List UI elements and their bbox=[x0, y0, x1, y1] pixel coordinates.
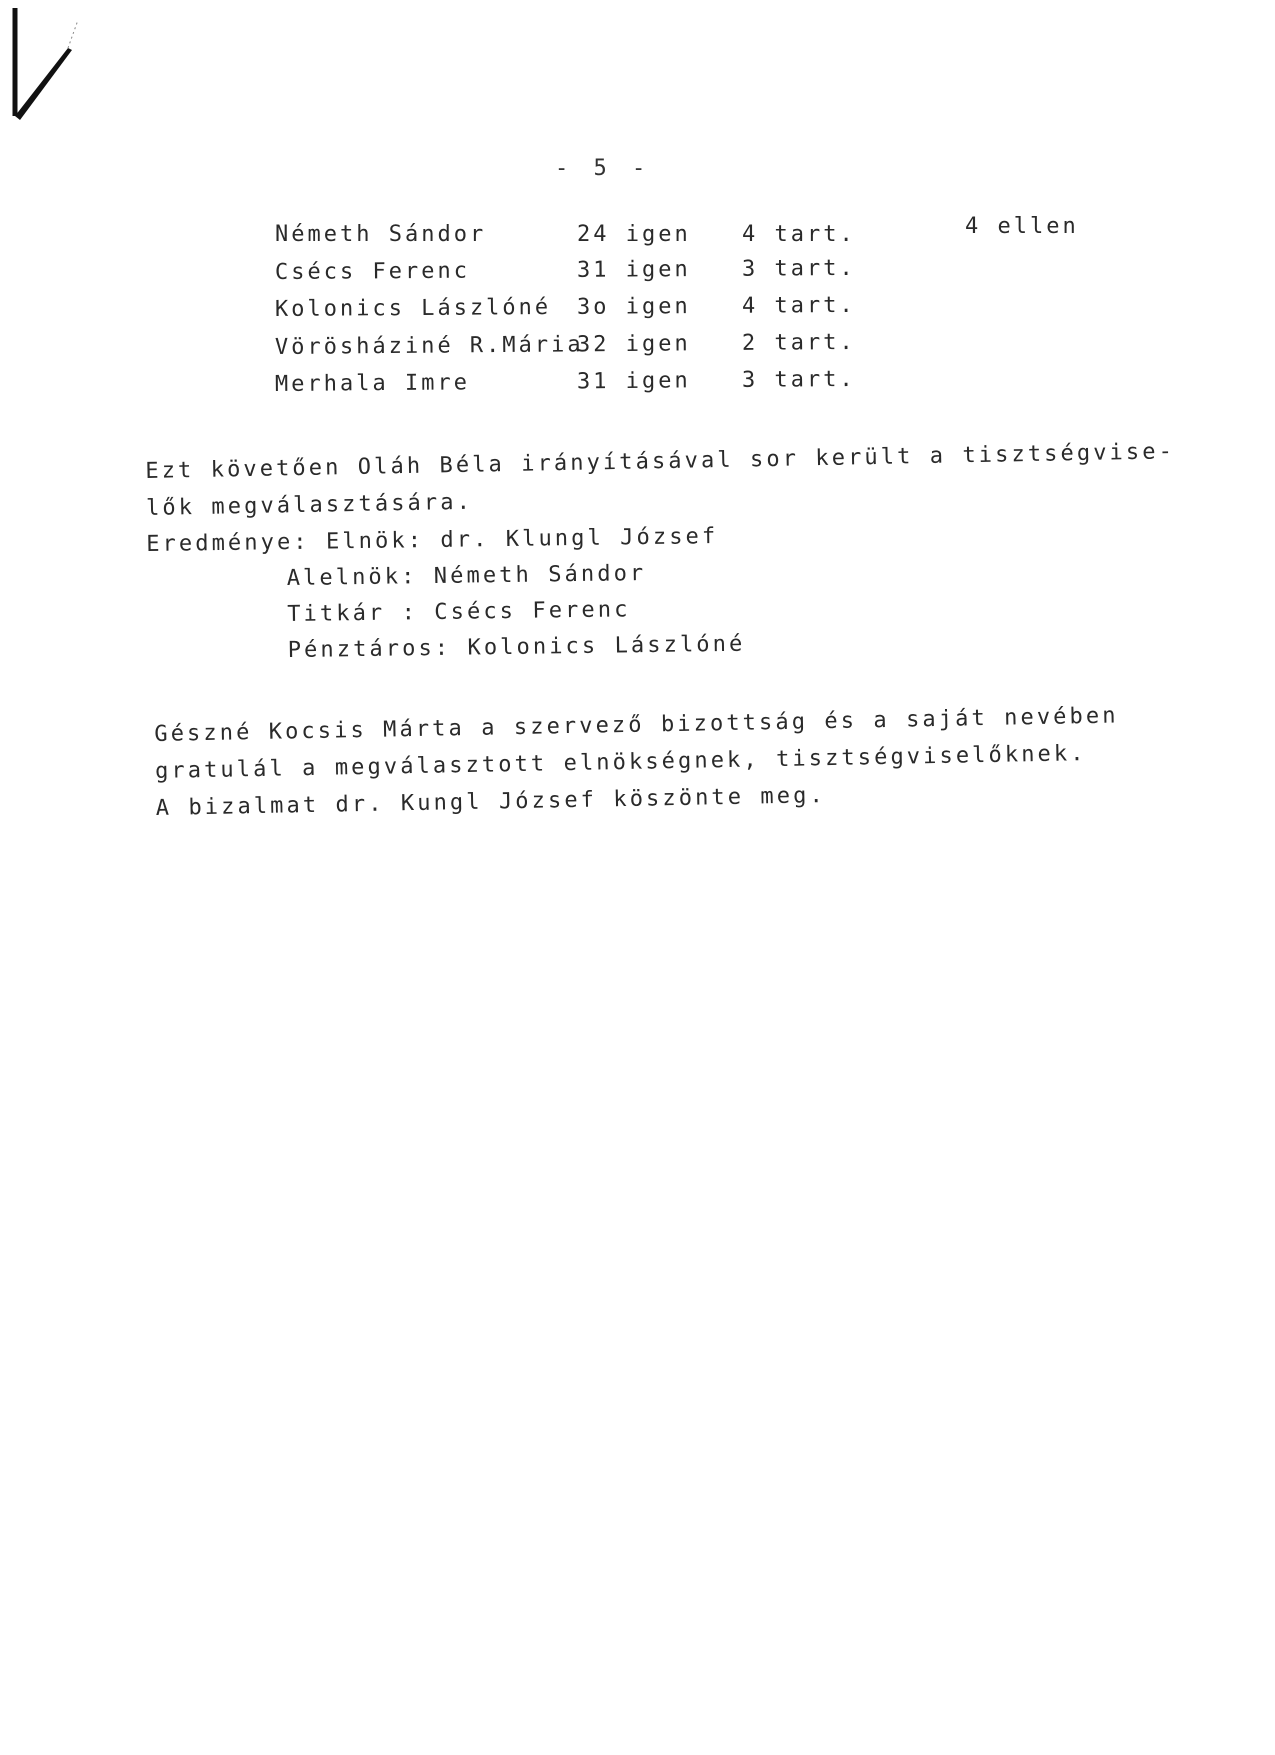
yes-votes: 3o igen bbox=[576, 294, 691, 320]
yes-votes: 24 igen bbox=[577, 222, 691, 247]
paragraph-line: A bizalmat dr. Kungl József köszönte meg. bbox=[155, 783, 827, 821]
secretary-line: Titkár : Csécs Ferenc bbox=[287, 597, 631, 628]
candidate-name: Vörösháziné R.Mária bbox=[274, 331, 584, 360]
abstain-votes: 4 tart. bbox=[742, 222, 856, 247]
treasurer-line: Pénztáros: Kolonics Lászlóné bbox=[287, 631, 746, 664]
officer-results bbox=[146, 519, 746, 671]
abstain-votes: 3 tart. bbox=[741, 366, 856, 393]
candidate-name: Csécs Ferenc bbox=[274, 258, 470, 285]
paragraph-line: lők megválasztására. bbox=[145, 489, 474, 521]
congratulation-paragraph bbox=[154, 697, 1120, 826]
officer-election-paragraph bbox=[145, 433, 1176, 527]
candidate-name: Németh Sándor bbox=[275, 222, 487, 247]
paragraph-line: Gészné Kocsis Márta a szervező bizottság és a saját nevében bbox=[154, 703, 1119, 747]
against-votes: 4 ellen bbox=[965, 214, 1079, 239]
page-number: - 5 - bbox=[555, 156, 652, 181]
paragraph-line: Ezt követően Oláh Béla irányításával sor került a tisztségvise- bbox=[145, 439, 1176, 484]
yes-votes: 31 igen bbox=[576, 368, 691, 395]
paragraph-line: gratulál a megválasztott elnökségnek, tisztségviselőknek. bbox=[154, 741, 1087, 784]
vice-president-line: Alelnök: Németh Sándor bbox=[286, 561, 647, 592]
yes-votes: 31 igen bbox=[576, 256, 691, 283]
abstain-votes: 4 tart. bbox=[741, 292, 856, 319]
abstain-votes: 3 tart. bbox=[741, 255, 856, 282]
candidate-name: Merhala Imre bbox=[274, 370, 471, 397]
abstain-votes: 2 tart. bbox=[741, 329, 856, 356]
candidate-name: Kolonics Lászlóné bbox=[274, 295, 552, 322]
yes-votes: 32 igen bbox=[576, 330, 691, 357]
scan-edge-mark bbox=[10, 8, 80, 123]
president-line: Eredménye: Elnök: dr. Klungl József bbox=[146, 524, 719, 557]
